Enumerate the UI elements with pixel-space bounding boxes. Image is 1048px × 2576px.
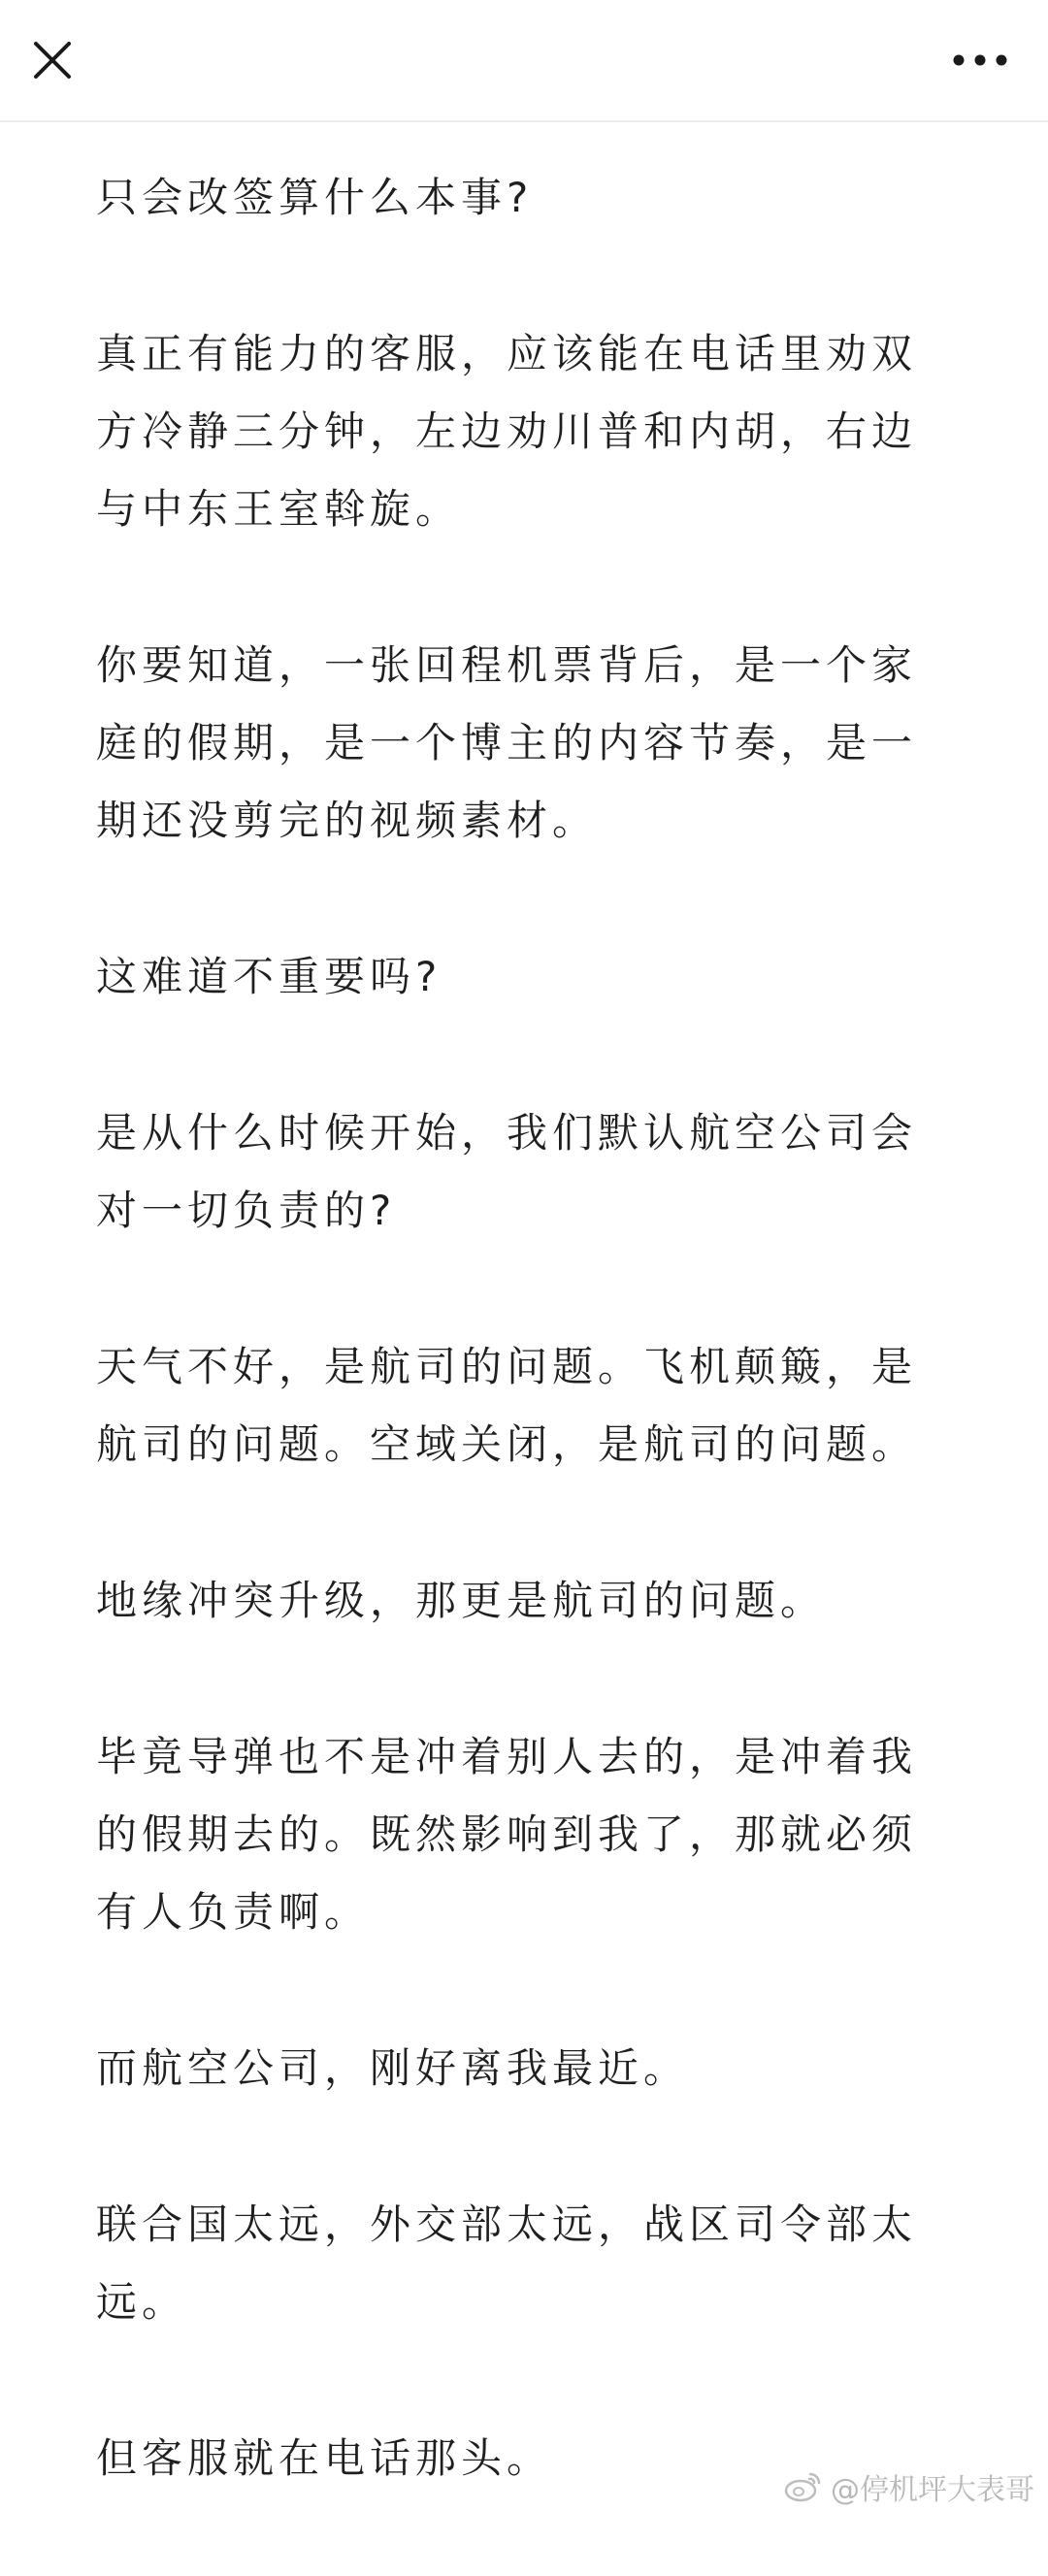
- paragraph: 但客服就在电话那头。: [96, 2434, 553, 2482]
- close-button[interactable]: [19, 23, 85, 97]
- paragraph: 真正有能力的客服，应该能在电话里劝双方冷静三分钟，左边劝川普和内胡，右边与中东王室斡旋。: [96, 330, 918, 533]
- paragraph: 联合国太远，外交部太远，战区司令部太远。: [96, 2201, 918, 2326]
- paragraph: 只会改签算什么本事?: [96, 174, 534, 221]
- watermark: [784, 2465, 1034, 2508]
- paragraph: 毕竟导弹也不是冲着别人去的，是冲着我的假期去的。既然影响到我了，那就必须有人负责啊。: [96, 1733, 918, 1936]
- paragraph: 天气不好，是航司的问题。飞机颠簸，是航司的问题。空域关闭，是航司的问题。: [96, 1343, 918, 1468]
- paragraph: 是从什么时候开始，我们默认航空公司会对一切负责的?: [96, 1109, 918, 1234]
- top-bar: [0, 0, 1048, 122]
- more-button[interactable]: [932, 23, 1029, 97]
- paragraph: 而航空公司，刚好离我最近。: [96, 2044, 690, 2092]
- paragraph: 地缘冲突升级，那更是航司的问题。: [96, 1577, 827, 1624]
- paragraph: 这难道不重要吗?: [96, 953, 442, 1000]
- paragraph: 你要知道，一张回程机票背后，是一个家庭的假期，是一个博主的内容节奏，是一期还没剪完的视频素材。: [96, 641, 918, 844]
- weibo-icon: [784, 2470, 823, 2503]
- close-icon: [33, 41, 72, 80]
- article-body: [96, 159, 960, 2576]
- more-horizontal-icon: [953, 53, 1007, 67]
- watermark-text: @停机坪大表哥: [831, 2473, 1034, 2507]
